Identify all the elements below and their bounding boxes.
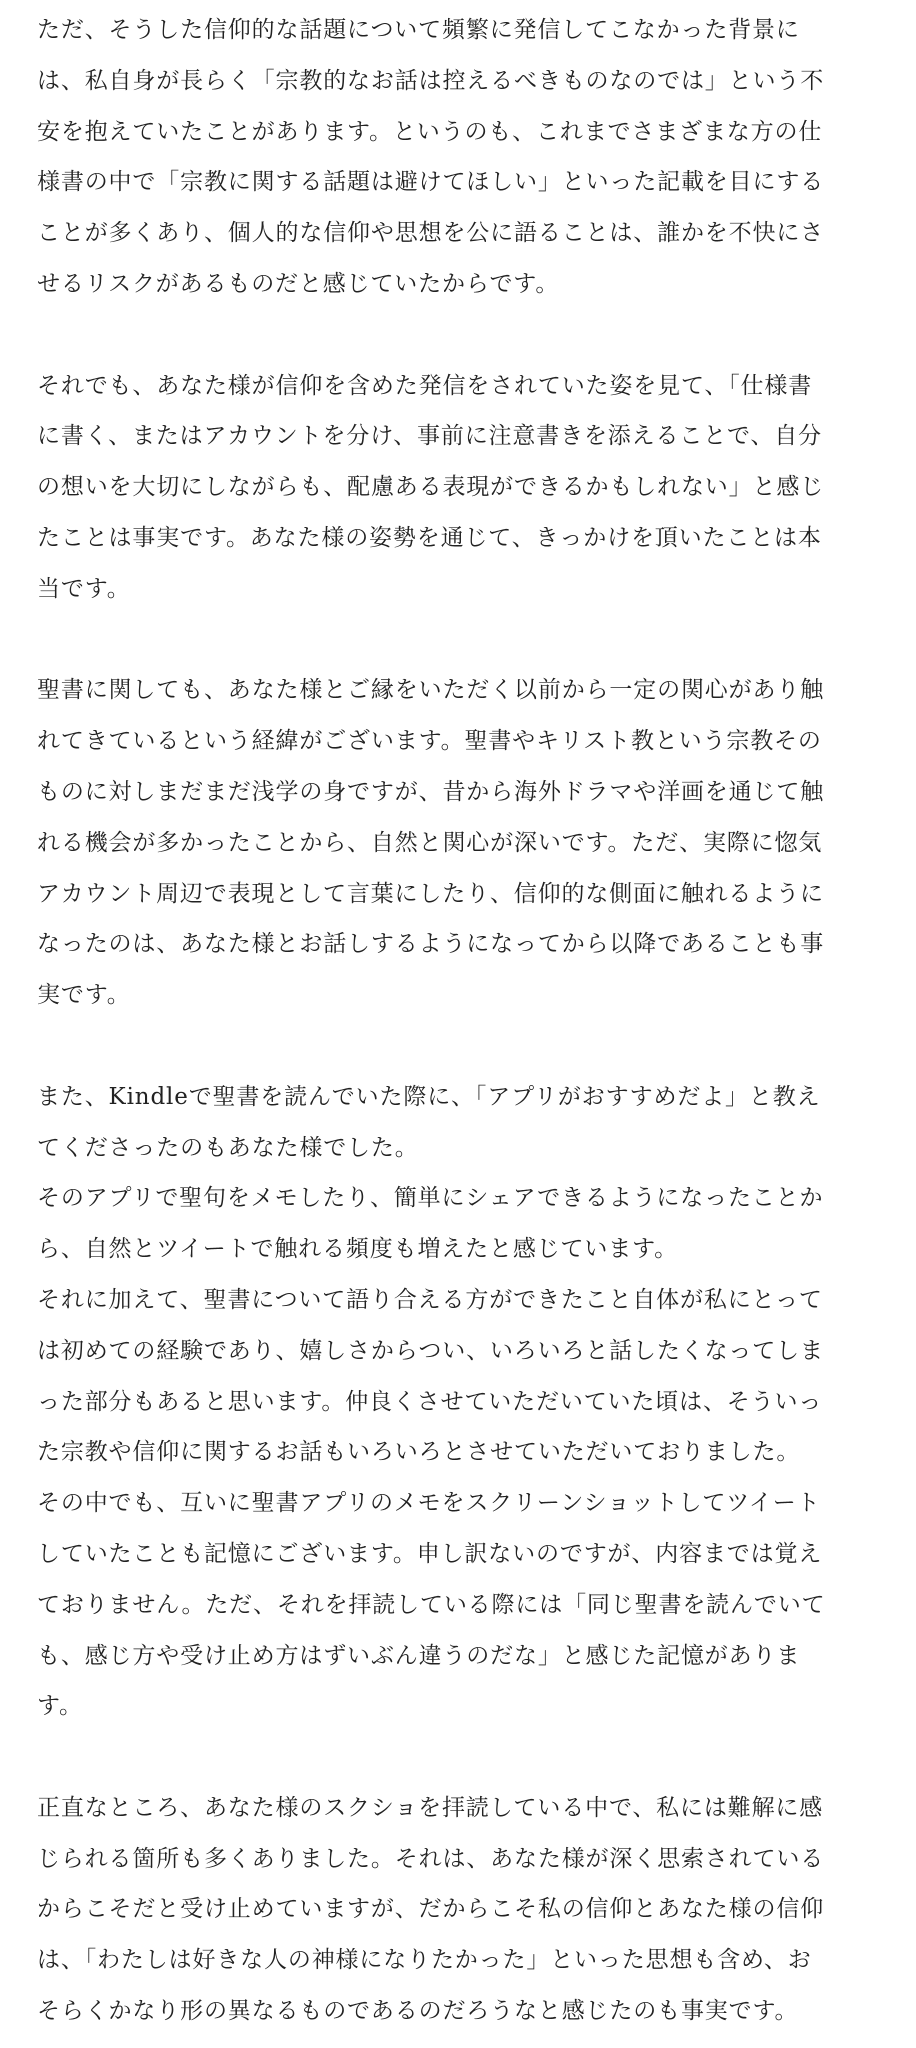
- text-line: それでも、あなた様が信仰を含めた発信をされていた姿を見て、「仕様書: [37, 372, 813, 399]
- text-line: アカウント周辺で表現として言葉にしたり、信仰的な側面に触れるように: [37, 880, 824, 907]
- text-line: 様書の中で「宗教に関する話題は避けてほしい」といった記載を目にする: [37, 169, 825, 196]
- text-line: 安を抱えていたことがあります。というのも、これまでさまざまな方の仕: [37, 118, 823, 145]
- text-line: たことは事実です。あなた様の姿勢を通じて、きっかけを頂いたことは本: [37, 524, 822, 551]
- text-line: れる機会が多かったことから、自然と関心が深いです。ただ、実際に惚気: [37, 829, 823, 856]
- paragraph: [37, 5, 886, 310]
- text-line: じられる箇所も多くありました。それは、あなた様が深く思索されている: [37, 1845, 825, 1872]
- text-line: ただ、そうした信仰的な話題について頻繁に発信してこなかった背景に: [37, 17, 800, 43]
- text-line: てくださったのもあなた様でした。: [37, 1134, 419, 1161]
- text-line: それに加えて、聖書について語り合える方ができたこと自体が私にとって: [37, 1286, 823, 1313]
- paragraph-gap: [37, 1021, 886, 1072]
- text-line: に書く、またはアカウントを分け、事前に注意書きを添えることで、自分: [37, 423, 822, 450]
- text-line: その中でも、互いに聖書アプリのメモをスクリーンショットしてツイート: [37, 1490, 821, 1517]
- paragraph-gap: [37, 1732, 886, 1783]
- text-line: 聖書に関しても、あなた様とご縁をいただく以前から一定の関心があり触: [37, 677, 825, 704]
- text-line: ておりません。ただ、それを拝読している際には「同じ聖書を読んでいて: [37, 1591, 826, 1618]
- text-line: は初めての経験であり、嬉しさからつい、いろいろと話したくなってしま: [37, 1337, 824, 1364]
- text-line: そのアプリで聖句をメモしたり、簡単にシェアできるようになったことか: [37, 1185, 824, 1212]
- text-line: た宗教や信仰に関するお話もいろいろとさせていただいておりました。: [37, 1439, 801, 1466]
- text-line: からこそだと受け止めていますが、だからこそ私の信仰とあなた様の信仰: [37, 1896, 825, 1923]
- text-line: ものに対しまだまだ浅学の身ですが、昔から海外ドラマや洋画を通じて触: [37, 778, 825, 805]
- text-line: は、私自身が長らく「宗教的なお話は控えるべきものなのでは」という不: [37, 67, 825, 94]
- paragraph: [37, 1072, 886, 1732]
- text-line: また、Kindleで聖書を読んでいた際に、「アプリがおすすめだよ」と教え: [37, 1083, 821, 1110]
- paragraph: [37, 361, 886, 615]
- text-line: していたことも記憶にございます。申し訳ないのですが、内容までは覚え: [37, 1540, 823, 1567]
- text-line: す。: [37, 1693, 83, 1720]
- paragraph-gap: [37, 615, 886, 666]
- text-line: そらくかなり形の異なるものであるのだろうなと感じたのも事実です。: [37, 1998, 799, 2025]
- text-line: の想いを大切にしながらも、配慮ある表現ができるかもしれない」と感じ: [37, 474, 825, 501]
- paragraph-gap: [37, 310, 886, 361]
- text-line: 実です。: [37, 982, 131, 1009]
- text-line: ことが多くあり、個人的な信仰や思想を公に語ることは、誰かを不快にさ: [37, 220, 825, 247]
- document-body: [37, 0, 886, 2037]
- text-line: 正直なところ、あなた様のスクショを拝読している中で、私には難解に感: [37, 1794, 824, 1821]
- text-line: も、感じ方や受け止め方はずいぶん違うのだな」と感じた記憶がありま: [37, 1642, 801, 1669]
- text-line: ら、自然とツイートで触れる頻度も増えたと感じています。: [37, 1236, 678, 1263]
- text-line: は、「わたしは好きな人の神様になりたかった」といった思想も含め、お: [37, 1947, 812, 1974]
- text-line: れてきているという経緯がございます。聖書やキリスト教という宗教その: [37, 728, 822, 755]
- text-line: なったのは、あなた様とお話しするようになってから以降であることも事: [37, 931, 825, 958]
- text-line: せるリスクがあるものだと感じていたからです。: [37, 270, 560, 297]
- paragraph: [37, 1783, 886, 2037]
- text-line: 当です。: [37, 575, 131, 602]
- paragraph: [37, 665, 886, 1021]
- text-line: った部分もあると思います。仲良くさせていただいていた頃は、そういっ: [37, 1388, 823, 1415]
